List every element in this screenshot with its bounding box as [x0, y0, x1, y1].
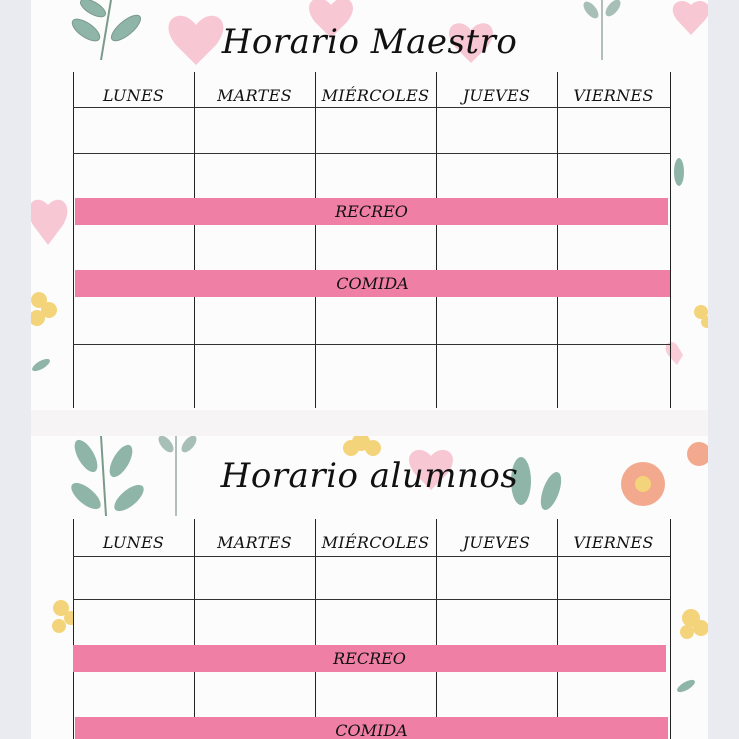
leaf-sprig-icon [674, 158, 684, 186]
row-divider [73, 107, 670, 108]
day-header: JUEVES [462, 85, 531, 105]
lunch-band: COMIDA [75, 270, 670, 297]
row-divider [73, 599, 670, 600]
schedule-page [31, 0, 708, 739]
column-divider [670, 72, 671, 408]
column-divider [436, 72, 437, 408]
day-header: MIÉRCOLES [321, 85, 430, 105]
row-divider [73, 153, 670, 154]
day-header: VIERNES [573, 532, 654, 552]
day-header: MARTES [217, 85, 292, 105]
student-schedule-title: Horario alumnos [220, 456, 519, 496]
day-header: JUEVES [462, 532, 531, 552]
day-header: LUNES [102, 532, 165, 552]
flower-icon [694, 305, 708, 328]
column-divider [315, 72, 316, 408]
page-separator [31, 410, 708, 436]
column-divider [557, 72, 558, 408]
day-header: MIÉRCOLES [321, 532, 430, 552]
flower-icon [343, 436, 381, 456]
break-band: RECREO [75, 198, 668, 225]
student-schedule-table [73, 519, 671, 739]
column-divider [194, 72, 195, 408]
teacher-schedule-table [73, 72, 671, 408]
flower-icon [675, 609, 708, 694]
day-header: MARTES [217, 532, 292, 552]
lunch-band: COMIDA [75, 717, 668, 739]
row-divider [73, 556, 670, 557]
flower-icon [31, 292, 57, 373]
break-band: RECREO [73, 645, 666, 672]
row-divider [73, 344, 670, 345]
heart-icon [31, 200, 67, 245]
day-header: LUNES [102, 85, 165, 105]
day-header: VIERNES [573, 85, 654, 105]
teacher-schedule-title: Horario Maestro [221, 22, 518, 62]
column-divider [73, 72, 74, 408]
column-divider [670, 519, 671, 739]
